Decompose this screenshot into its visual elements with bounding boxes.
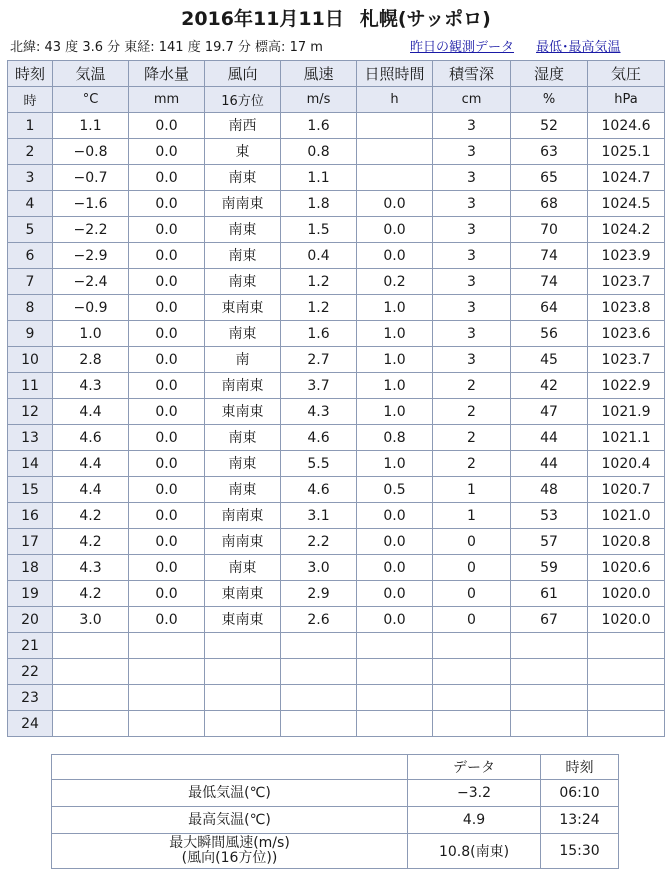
table-row <box>8 659 665 685</box>
summary-label <box>52 834 408 869</box>
cell-snow-depth: 3 <box>433 113 511 139</box>
header-wind-speed: 風速 <box>281 61 357 87</box>
cell-pressure: 1020.7 <box>588 477 665 503</box>
cell-wind-direction: 南南東 <box>205 191 281 217</box>
cell-pressure: 1023.7 <box>588 347 665 373</box>
cell-sunshine: 1.0 <box>357 399 433 425</box>
cell-pressure <box>588 659 665 685</box>
table-row <box>8 555 665 581</box>
cell-temperature: 4.2 <box>53 529 129 555</box>
summary-row <box>52 834 619 869</box>
cell-temperature: 2.8 <box>53 347 129 373</box>
cell-wind-speed <box>281 685 357 711</box>
cell-snow-depth: 3 <box>433 165 511 191</box>
summary-row <box>52 807 619 834</box>
cell-hour: 11 <box>8 373 53 399</box>
cell-hour: 22 <box>8 659 53 685</box>
header-snow-depth: 積雪深 <box>433 61 511 87</box>
cell-temperature <box>53 659 129 685</box>
cell-temperature: −2.9 <box>53 243 129 269</box>
summary-label-line: 最高気温(℃) <box>188 811 271 828</box>
cell-snow-depth: 3 <box>433 321 511 347</box>
table-row <box>8 191 665 217</box>
unit-wind-direction: 16方位 <box>205 87 281 113</box>
table-row <box>8 581 665 607</box>
cell-wind-speed: 0.4 <box>281 243 357 269</box>
cell-snow-depth: 3 <box>433 139 511 165</box>
cell-wind-speed: 1.2 <box>281 269 357 295</box>
cell-pressure: 1024.2 <box>588 217 665 243</box>
cell-pressure: 1020.6 <box>588 555 665 581</box>
cell-precipitation: 0.0 <box>129 295 205 321</box>
cell-precipitation: 0.0 <box>129 321 205 347</box>
cell-wind-direction: 南東 <box>205 451 281 477</box>
unit-temperature: °C <box>53 87 129 113</box>
cell-hour: 8 <box>8 295 53 321</box>
cell-snow-depth: 3 <box>433 191 511 217</box>
cell-snow-depth: 1 <box>433 477 511 503</box>
cell-snow-depth: 1 <box>433 503 511 529</box>
cell-wind-direction: 東 <box>205 139 281 165</box>
cell-pressure: 1023.6 <box>588 321 665 347</box>
table-row <box>8 295 665 321</box>
unit-hour: 時 <box>8 87 53 113</box>
table-row <box>8 633 665 659</box>
summary-label-line: 最低気温(℃) <box>188 784 271 801</box>
table-row <box>8 685 665 711</box>
cell-hour: 10 <box>8 347 53 373</box>
hourly-observation-table <box>7 60 665 737</box>
table-row <box>8 503 665 529</box>
cell-temperature: 4.3 <box>53 555 129 581</box>
station-info-bar <box>10 36 621 55</box>
table-row <box>8 139 665 165</box>
summary-value: −3.2 <box>408 780 541 807</box>
cell-wind-direction: 南東 <box>205 477 281 503</box>
unit-humidity: % <box>511 87 588 113</box>
cell-snow-depth: 2 <box>433 399 511 425</box>
table-row <box>8 321 665 347</box>
cell-sunshine <box>357 685 433 711</box>
cell-temperature: 4.2 <box>53 581 129 607</box>
cell-temperature: −0.8 <box>53 139 129 165</box>
cell-sunshine <box>357 633 433 659</box>
cell-wind-speed: 1.6 <box>281 113 357 139</box>
summary-label <box>52 780 408 807</box>
cell-sunshine: 0.0 <box>357 217 433 243</box>
cell-wind-direction: 南西 <box>205 113 281 139</box>
cell-precipitation: 0.0 <box>129 191 205 217</box>
summary-label-header <box>52 755 408 780</box>
cell-snow-depth: 0 <box>433 529 511 555</box>
cell-precipitation <box>129 685 205 711</box>
cell-humidity: 61 <box>511 581 588 607</box>
unit-precipitation: mm <box>129 87 205 113</box>
cell-hour: 16 <box>8 503 53 529</box>
cell-precipitation: 0.0 <box>129 581 205 607</box>
summary-data-header: データ <box>408 755 541 780</box>
unit-pressure: hPa <box>588 87 665 113</box>
unit-sunshine: h <box>357 87 433 113</box>
cell-sunshine: 0.0 <box>357 581 433 607</box>
cell-pressure: 1024.6 <box>588 113 665 139</box>
cell-precipitation: 0.0 <box>129 607 205 633</box>
cell-precipitation: 0.0 <box>129 373 205 399</box>
cell-sunshine: 1.0 <box>357 321 433 347</box>
cell-sunshine: 0.2 <box>357 269 433 295</box>
cell-humidity: 44 <box>511 425 588 451</box>
cell-hour: 3 <box>8 165 53 191</box>
cell-pressure <box>588 633 665 659</box>
table-row <box>8 451 665 477</box>
cell-sunshine <box>357 659 433 685</box>
cell-wind-speed: 1.1 <box>281 165 357 191</box>
station-coordinates: 北緯: 43 度 3.6 分 東経: 141 度 19.7 分 標高: 17 m <box>10 40 323 55</box>
cell-wind-speed: 1.5 <box>281 217 357 243</box>
table-row <box>8 711 665 737</box>
cell-sunshine: 1.0 <box>357 373 433 399</box>
page-title <box>0 4 672 31</box>
cell-humidity <box>511 711 588 737</box>
cell-hour: 17 <box>8 529 53 555</box>
header-wind-direction: 風向 <box>205 61 281 87</box>
cell-sunshine: 1.0 <box>357 451 433 477</box>
cell-humidity <box>511 659 588 685</box>
cell-pressure: 1020.0 <box>588 607 665 633</box>
cell-temperature: 4.4 <box>53 399 129 425</box>
cell-pressure: 1021.1 <box>588 425 665 451</box>
cell-hour: 24 <box>8 711 53 737</box>
cell-temperature <box>53 685 129 711</box>
cell-temperature <box>53 633 129 659</box>
cell-wind-speed: 1.8 <box>281 191 357 217</box>
cell-pressure: 1022.9 <box>588 373 665 399</box>
cell-hour: 12 <box>8 399 53 425</box>
cell-wind-direction <box>205 711 281 737</box>
table-row <box>8 373 665 399</box>
cell-sunshine <box>357 139 433 165</box>
cell-wind-speed: 1.6 <box>281 321 357 347</box>
table-row <box>8 347 665 373</box>
cell-hour: 1 <box>8 113 53 139</box>
cell-precipitation <box>129 711 205 737</box>
cell-sunshine: 0.8 <box>357 425 433 451</box>
table-row <box>8 425 665 451</box>
cell-wind-speed: 0.8 <box>281 139 357 165</box>
cell-humidity: 67 <box>511 607 588 633</box>
cell-hour: 9 <box>8 321 53 347</box>
cell-precipitation: 0.0 <box>129 529 205 555</box>
cell-precipitation: 0.0 <box>129 139 205 165</box>
cell-humidity <box>511 685 588 711</box>
cell-humidity: 42 <box>511 373 588 399</box>
cell-wind-direction: 南東 <box>205 321 281 347</box>
cell-pressure: 1025.1 <box>588 139 665 165</box>
cell-hour: 14 <box>8 451 53 477</box>
cell-wind-speed: 2.6 <box>281 607 357 633</box>
cell-snow-depth: 2 <box>433 373 511 399</box>
cell-wind-speed: 3.1 <box>281 503 357 529</box>
cell-wind-direction: 南東 <box>205 555 281 581</box>
cell-precipitation: 0.0 <box>129 165 205 191</box>
cell-humidity: 47 <box>511 399 588 425</box>
cell-humidity: 44 <box>511 451 588 477</box>
cell-wind-speed: 3.7 <box>281 373 357 399</box>
unit-wind-speed: m/s <box>281 87 357 113</box>
cell-snow-depth: 3 <box>433 295 511 321</box>
cell-humidity: 53 <box>511 503 588 529</box>
cell-humidity: 74 <box>511 243 588 269</box>
table-row <box>8 269 665 295</box>
cell-temperature: 4.2 <box>53 503 129 529</box>
cell-hour: 20 <box>8 607 53 633</box>
summary-row <box>52 780 619 807</box>
summary-time-header: 時刻 <box>541 755 619 780</box>
cell-precipitation: 0.0 <box>129 113 205 139</box>
cell-temperature: 4.3 <box>53 373 129 399</box>
cell-sunshine: 1.0 <box>357 295 433 321</box>
cell-snow-depth: 3 <box>433 269 511 295</box>
cell-hour: 4 <box>8 191 53 217</box>
cell-wind-speed: 5.5 <box>281 451 357 477</box>
cell-precipitation: 0.0 <box>129 425 205 451</box>
cell-precipitation <box>129 633 205 659</box>
cell-temperature: 4.4 <box>53 477 129 503</box>
cell-humidity: 74 <box>511 269 588 295</box>
summary-time: 15:30 <box>541 834 619 869</box>
cell-snow-depth <box>433 633 511 659</box>
cell-humidity: 48 <box>511 477 588 503</box>
min-max-temp-link[interactable]: 最低･最高気温 <box>536 40 621 55</box>
cell-wind-speed <box>281 633 357 659</box>
cell-sunshine: 0.0 <box>357 191 433 217</box>
cell-temperature: 1.1 <box>53 113 129 139</box>
header-pressure: 気圧 <box>588 61 665 87</box>
cell-humidity: 57 <box>511 529 588 555</box>
cell-temperature: 1.0 <box>53 321 129 347</box>
cell-pressure: 1024.7 <box>588 165 665 191</box>
cell-snow-depth: 0 <box>433 607 511 633</box>
cell-sunshine: 0.0 <box>357 243 433 269</box>
cell-sunshine: 0.0 <box>357 607 433 633</box>
cell-sunshine: 0.0 <box>357 503 433 529</box>
table-row <box>8 165 665 191</box>
cell-snow-depth: 2 <box>433 425 511 451</box>
summary-value: 10.8(南東) <box>408 834 541 869</box>
cell-precipitation: 0.0 <box>129 269 205 295</box>
cell-temperature: −0.9 <box>53 295 129 321</box>
cell-sunshine: 1.0 <box>357 347 433 373</box>
cell-wind-speed: 4.3 <box>281 399 357 425</box>
cell-humidity: 70 <box>511 217 588 243</box>
cell-sunshine <box>357 165 433 191</box>
cell-wind-speed <box>281 711 357 737</box>
cell-hour: 13 <box>8 425 53 451</box>
cell-snow-depth: 2 <box>433 451 511 477</box>
table-row <box>8 243 665 269</box>
cell-temperature: −1.6 <box>53 191 129 217</box>
cell-temperature: 4.4 <box>53 451 129 477</box>
cell-sunshine: 0.5 <box>357 477 433 503</box>
cell-wind-speed: 3.0 <box>281 555 357 581</box>
cell-pressure: 1023.9 <box>588 243 665 269</box>
cell-wind-direction <box>205 659 281 685</box>
table-row <box>8 529 665 555</box>
cell-temperature <box>53 711 129 737</box>
cell-pressure: 1020.0 <box>588 581 665 607</box>
cell-pressure: 1021.0 <box>588 503 665 529</box>
cell-hour: 5 <box>8 217 53 243</box>
cell-pressure: 1020.8 <box>588 529 665 555</box>
unit-snow-depth: cm <box>433 87 511 113</box>
date-title: 2016年11月11日 <box>181 8 344 30</box>
cell-pressure: 1023.7 <box>588 269 665 295</box>
cell-hour: 23 <box>8 685 53 711</box>
cell-wind-direction <box>205 685 281 711</box>
cell-temperature: 3.0 <box>53 607 129 633</box>
cell-precipitation: 0.0 <box>129 243 205 269</box>
cell-wind-direction: 東南東 <box>205 607 281 633</box>
cell-wind-speed: 2.9 <box>281 581 357 607</box>
cell-snow-depth: 3 <box>433 347 511 373</box>
summary-label-line: 最大瞬間風速(m/s) <box>169 835 290 851</box>
cell-snow-depth: 0 <box>433 581 511 607</box>
daily-summary-table <box>51 754 619 869</box>
cell-hour: 21 <box>8 633 53 659</box>
cell-snow-depth: 3 <box>433 217 511 243</box>
cell-pressure: 1021.9 <box>588 399 665 425</box>
cell-humidity: 59 <box>511 555 588 581</box>
cell-precipitation <box>129 659 205 685</box>
summary-value: 4.9 <box>408 807 541 834</box>
cell-wind-speed: 2.7 <box>281 347 357 373</box>
cell-humidity: 45 <box>511 347 588 373</box>
header-sunshine: 日照時間 <box>357 61 433 87</box>
cell-humidity: 68 <box>511 191 588 217</box>
cell-wind-direction: 南東 <box>205 217 281 243</box>
cell-precipitation: 0.0 <box>129 451 205 477</box>
cell-humidity <box>511 633 588 659</box>
cell-hour: 7 <box>8 269 53 295</box>
cell-temperature: −0.7 <box>53 165 129 191</box>
cell-temperature: −2.2 <box>53 217 129 243</box>
cell-precipitation: 0.0 <box>129 555 205 581</box>
table-row <box>8 477 665 503</box>
cell-sunshine: 0.0 <box>357 529 433 555</box>
cell-wind-direction: 南東 <box>205 165 281 191</box>
cell-wind-speed <box>281 659 357 685</box>
cell-pressure <box>588 685 665 711</box>
header-temperature: 気温 <box>53 61 129 87</box>
cell-humidity: 64 <box>511 295 588 321</box>
cell-wind-speed: 4.6 <box>281 477 357 503</box>
cell-hour: 19 <box>8 581 53 607</box>
cell-wind-direction: 南東 <box>205 425 281 451</box>
table-row <box>8 113 665 139</box>
summary-label <box>52 807 408 834</box>
cell-wind-direction: 東南東 <box>205 399 281 425</box>
summary-time: 13:24 <box>541 807 619 834</box>
cell-wind-direction <box>205 633 281 659</box>
cell-snow-depth: 0 <box>433 555 511 581</box>
cell-snow-depth <box>433 685 511 711</box>
cell-precipitation: 0.0 <box>129 477 205 503</box>
place-title: 札幌(サッポロ) <box>359 8 491 30</box>
cell-wind-direction: 南 <box>205 347 281 373</box>
cell-wind-speed: 1.2 <box>281 295 357 321</box>
cell-wind-direction: 南東 <box>205 243 281 269</box>
cell-wind-direction: 南東 <box>205 269 281 295</box>
header-precipitation: 降水量 <box>129 61 205 87</box>
cell-wind-direction: 南南東 <box>205 373 281 399</box>
header-humidity: 湿度 <box>511 61 588 87</box>
cell-precipitation: 0.0 <box>129 347 205 373</box>
cell-humidity: 65 <box>511 165 588 191</box>
cell-pressure: 1024.5 <box>588 191 665 217</box>
table-row <box>8 607 665 633</box>
cell-pressure: 1023.8 <box>588 295 665 321</box>
cell-hour: 2 <box>8 139 53 165</box>
cell-sunshine <box>357 711 433 737</box>
cell-hour: 6 <box>8 243 53 269</box>
cell-hour: 18 <box>8 555 53 581</box>
table-row <box>8 217 665 243</box>
header-hour: 時刻 <box>8 61 53 87</box>
cell-wind-direction: 南南東 <box>205 503 281 529</box>
cell-wind-direction: 南南東 <box>205 529 281 555</box>
cell-precipitation: 0.0 <box>129 503 205 529</box>
cell-wind-speed: 2.2 <box>281 529 357 555</box>
cell-wind-speed: 4.6 <box>281 425 357 451</box>
cell-humidity: 56 <box>511 321 588 347</box>
cell-pressure: 1020.4 <box>588 451 665 477</box>
cell-snow-depth: 3 <box>433 243 511 269</box>
cell-sunshine: 0.0 <box>357 555 433 581</box>
cell-pressure <box>588 711 665 737</box>
table-row <box>8 399 665 425</box>
cell-hour: 15 <box>8 477 53 503</box>
yesterday-data-link[interactable]: 昨日の観測データ <box>410 40 515 55</box>
cell-precipitation: 0.0 <box>129 399 205 425</box>
summary-time: 06:10 <box>541 780 619 807</box>
cell-wind-direction: 東南東 <box>205 295 281 321</box>
cell-wind-direction: 東南東 <box>205 581 281 607</box>
cell-sunshine <box>357 113 433 139</box>
cell-snow-depth <box>433 711 511 737</box>
cell-temperature: 4.6 <box>53 425 129 451</box>
cell-precipitation: 0.0 <box>129 217 205 243</box>
cell-humidity: 63 <box>511 139 588 165</box>
cell-temperature: −2.4 <box>53 269 129 295</box>
cell-humidity: 52 <box>511 113 588 139</box>
cell-snow-depth <box>433 659 511 685</box>
summary-label-line: (風向(16方位)) <box>181 850 278 866</box>
